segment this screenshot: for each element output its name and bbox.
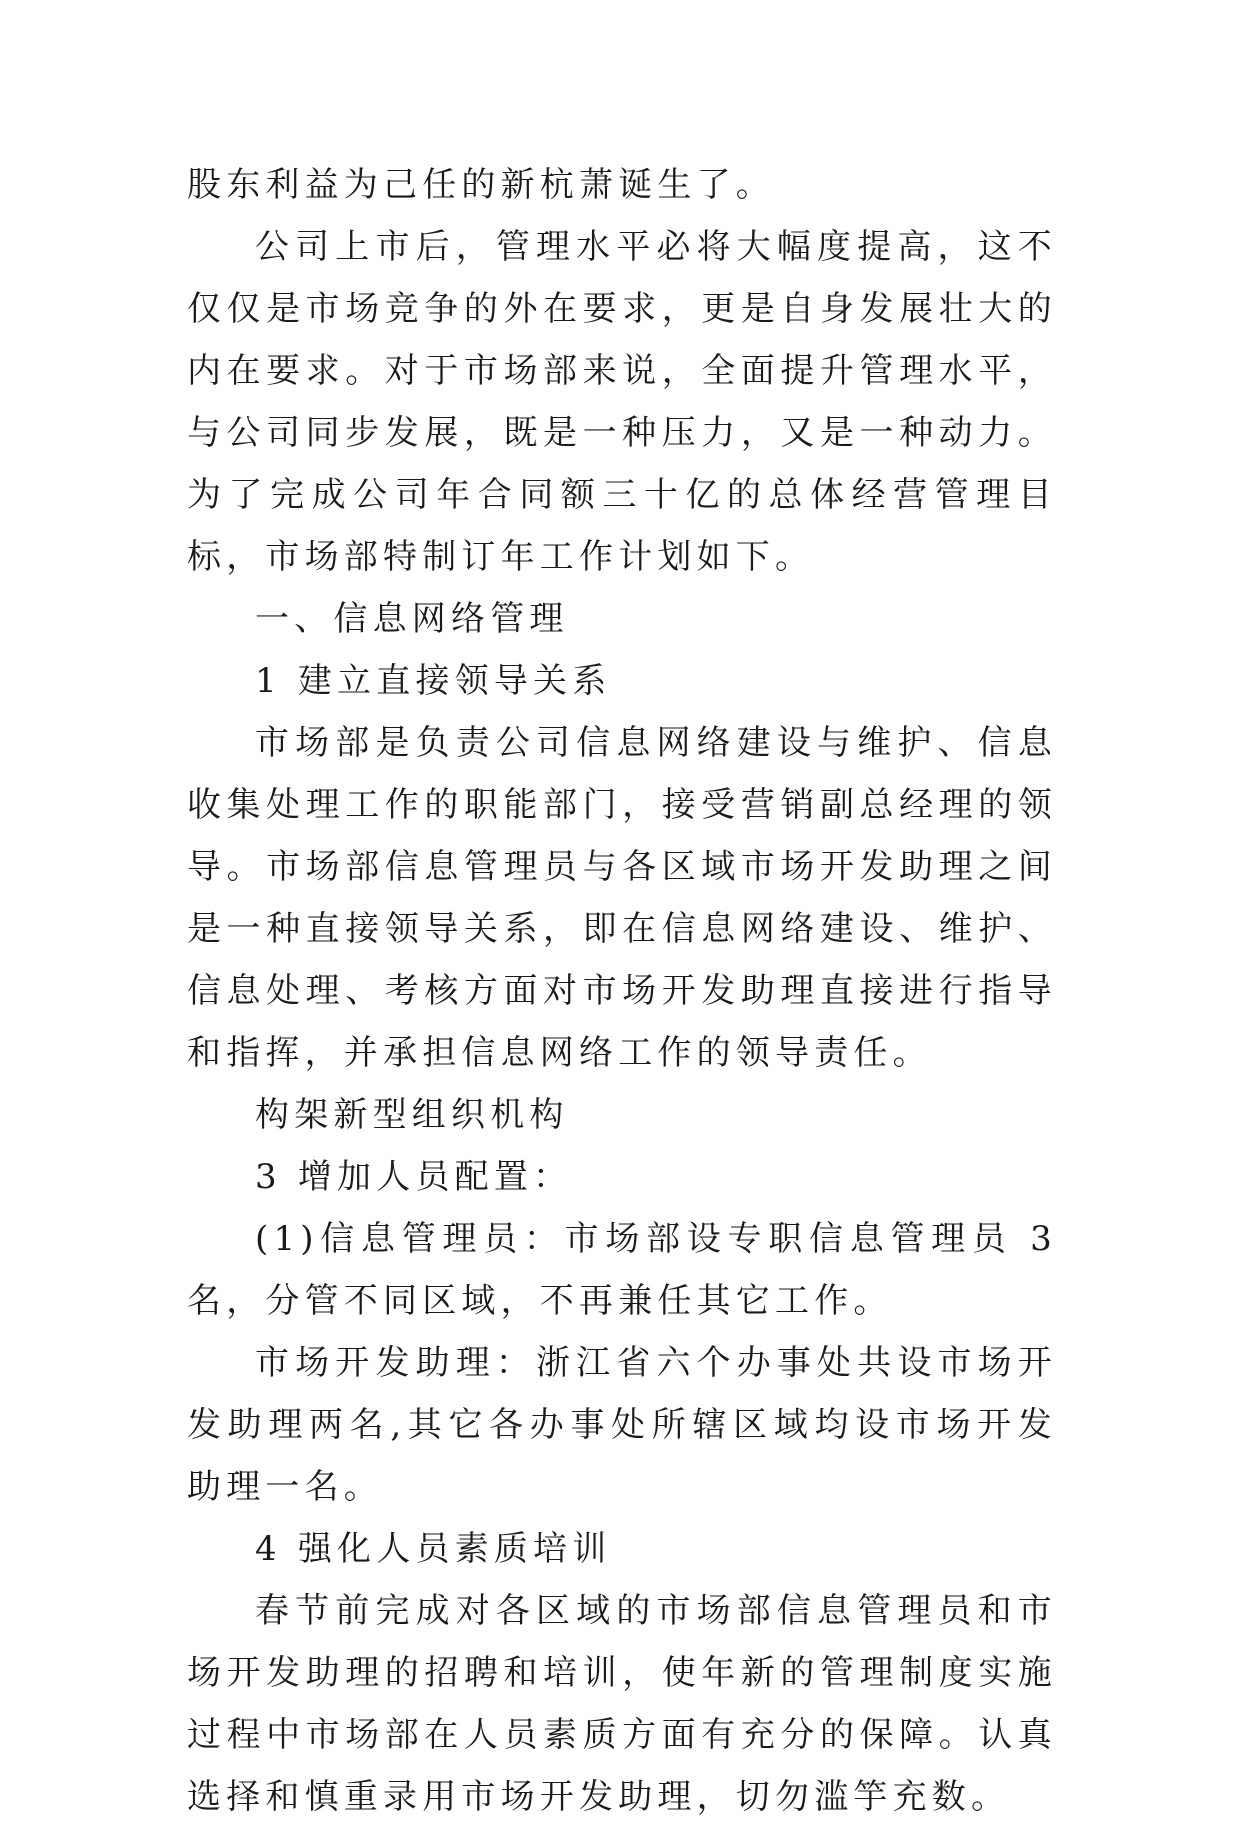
subheading-leadership: 1 建立直接领导关系 bbox=[255, 661, 612, 701]
paragraph-dev-assistant: 市场开发助理：浙江省六个办事处共设市场开发助理两名,其它各办事处所辖区域均设市场开发助理一名。 bbox=[187, 1343, 1057, 1507]
document-body bbox=[187, 154, 1057, 1828]
paragraph-continuation: 股东利益为己任的新杭萧诞生了。 bbox=[187, 165, 775, 205]
paragraph-info-manager: (1)信息管理员：市场部设专职信息管理员 3 名，分管不同区域，不再兼任其它工作。 bbox=[187, 1219, 1057, 1321]
paragraph-training: 春节前完成对各区域的市场部信息管理员和市场开发助理的招聘和培训，使年新的管理制度实施过程中市场部在人员素质方面有充分的保障。认真选择和慎重录用市场开发助理，切勿滥竽充数。 bbox=[187, 1591, 1057, 1817]
subheading-training: 4 强化人员素质培训 bbox=[255, 1529, 612, 1569]
subheading-organization: 构架新型组织机构 bbox=[255, 1095, 569, 1135]
paragraph-intro: 公司上市后，管理水平必将大幅度提高，这不仅仅是市场竞争的外在要求，更是自身发展壮大的内在要求。对于市场部来说，全面提升管理水平，与公司同步发展，既是一种压力，又是一种动力。为了完成公司年合同额三十亿的总体经营管理目标，市场部特制订年工作计划如下。 bbox=[187, 227, 1057, 577]
paragraph-leadership: 市场部是负责公司信息网络建设与维护、信息收集处理工作的职能部门，接受营销副总经理的领导。市场部信息管理员与各区域市场开发助理之间是一种直接领导关系，即在信息网络建设、维护、信息处理、考核方面对市场开发助理直接进行指导和指挥，并承担信息网络工作的领导责任。 bbox=[187, 723, 1057, 1073]
subheading-staffing: 3 增加人员配置： bbox=[255, 1157, 573, 1197]
section-heading-info-network: 一、信息网络管理 bbox=[255, 599, 569, 639]
